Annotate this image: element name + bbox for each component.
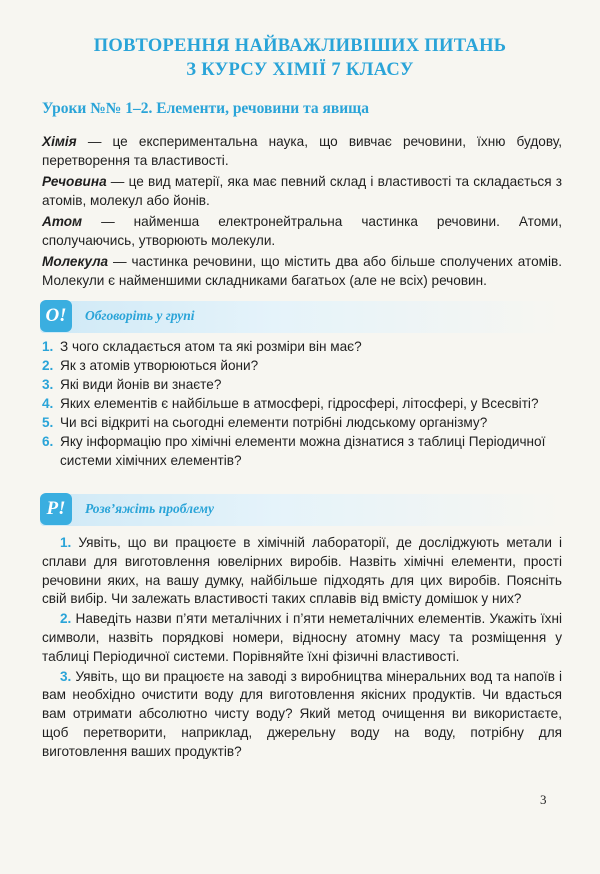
question-text: Які види йонів ви знаєте?	[60, 377, 222, 392]
definition-term: Молекула	[42, 254, 109, 269]
list-item	[42, 337, 564, 356]
page-number: 3	[540, 792, 547, 807]
problem-number: 2.	[60, 611, 72, 627]
page-title	[0, 34, 600, 82]
definition-term: Речовина	[42, 174, 107, 189]
question-text: Яку інформацію про хімічні елементи можна дізнатися з таблиці Періодичної системи хімічних елементів?	[60, 434, 546, 468]
problem-item	[42, 534, 562, 609]
definition-text: — це експериментальна наука, що вивчає речовини, їхню будову, перетворення та властивості.	[42, 134, 562, 168]
definition-chemistry	[42, 132, 562, 170]
problem-number: 3.	[60, 668, 72, 684]
problems-block	[42, 534, 562, 763]
question-text: З чого складається атом та які розміри він має?	[60, 339, 362, 354]
question-number: 2.	[42, 358, 54, 373]
question-text: Чи всі відкриті на сьогодні елементи потрібні людському організму?	[60, 415, 488, 430]
solve-banner	[40, 494, 560, 526]
definition-term: Атом	[42, 214, 83, 229]
question-text: Яких елементів є найбільше в атмосфері, гідросфері, літосфері, у Всесвіті?	[60, 396, 539, 411]
definitions-block	[42, 132, 562, 292]
definition-text: — частинка речовини, що містить два або більше сполучених атомів. Молекули є найменшими складниками багатьох (але не всіх) речовин.	[42, 254, 562, 288]
discuss-badge-icon: О!	[40, 300, 72, 332]
definition-substance	[42, 172, 562, 210]
problem-number: 1.	[60, 535, 72, 550]
question-number: 6.	[42, 434, 54, 449]
definition-term: Хімія	[42, 134, 77, 149]
problem-text: Уявіть, що ви працюєте в хімічній лабораторії, де досліджують метали і сплави для виготовлення ювелірних виробів. Назвіть хімічні елементи, прості речовини яких, на вашу думку, найбільше підходять для цих виробів. Поясніть свій вибір. Чи залежать властивості таких сплавів від вмісту домішок у них?	[42, 535, 562, 607]
lesson-heading: Уроки №№ 1–2. Елементи, речовини та явища	[42, 100, 370, 117]
definition-text: — це вид матерії, яка має певний склад і властивості та складається з атомів, молекул або йонів.	[42, 174, 562, 208]
page-title-line-2: З КУРСУ ХІМІЇ 7 КЛАСУ	[186, 60, 414, 80]
problem-text: Наведіть назви п’яти металічних і п’яти неметалічних елементів. Укажіть їхні символи, назвіть порядкові номери, відносну атомну масу та розміщення у таблиці Періодичної системи. Порівняйте їхні фізичні властивості.	[42, 611, 562, 664]
question-number: 5.	[42, 415, 54, 430]
discuss-banner	[40, 301, 560, 333]
problem-item	[42, 668, 562, 762]
definition-text: — найменша електронейтральна частинка речовини. Атоми, сполучаючись, утворюють молекули.	[42, 214, 562, 248]
solve-label: Розв’яжіть проблему	[85, 501, 214, 516]
list-item	[42, 413, 564, 432]
question-number: 4.	[42, 396, 54, 411]
question-number: 1.	[42, 339, 54, 354]
discussion-questions	[42, 337, 564, 470]
question-text: Як з атомів утворюються йони?	[60, 358, 259, 373]
discuss-label: Обговоріть у групі	[85, 308, 195, 323]
page-title-line-1: ПОВТОРЕННЯ НАЙВАЖЛИВІШИХ ПИТАНЬ	[93, 36, 507, 56]
problem-item	[42, 610, 562, 666]
question-number: 3.	[42, 377, 54, 392]
list-item	[42, 394, 564, 413]
list-item	[42, 356, 564, 375]
definition-molecule	[42, 252, 562, 290]
definition-atom	[42, 212, 562, 250]
list-item	[42, 432, 564, 470]
list-item	[42, 375, 564, 394]
solve-badge-icon: Р!	[40, 493, 72, 525]
problem-text: Уявіть, що ви працюєте на заводі з виробництва мінеральних вод та напоїв і вам необхідно очистити воду для виготовлення якісних продуктів. Чи вдасться вам отримати абсолютно чисту воду? Який метод очищення ви використаєте, щоб перетворити, наприклад, джерельну воду на воду, потрібну для виготовлення ваших продуктів?	[42, 668, 562, 759]
